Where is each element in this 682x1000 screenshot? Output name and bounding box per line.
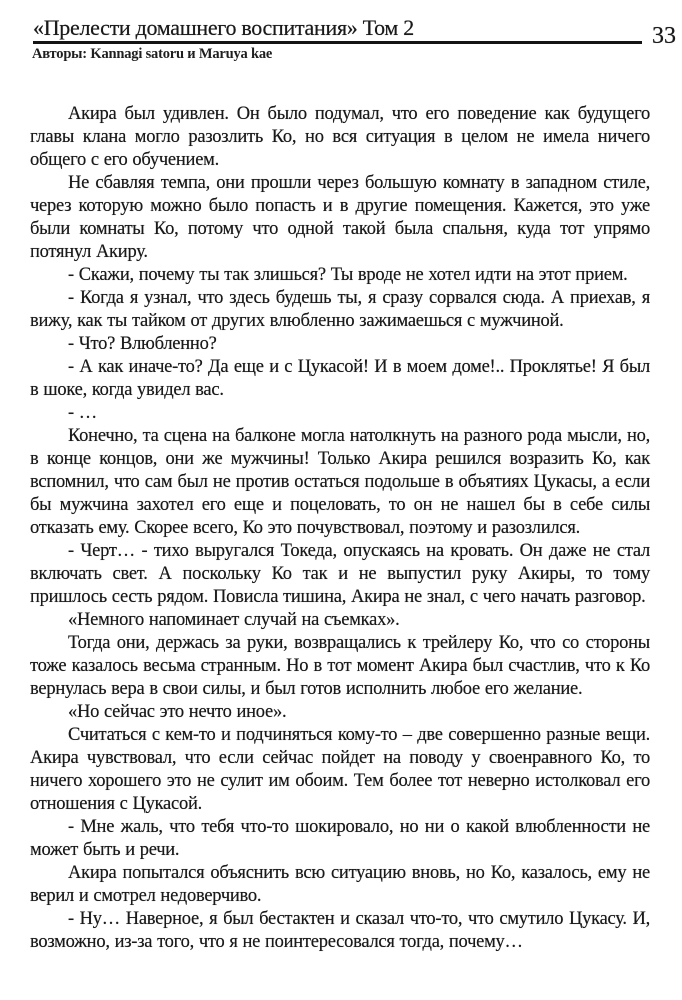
paragraph: - Ну… Наверное, я был бестактен и сказал что-то, что смутило Цукасу. И, возможно, из-за того, что я не поинтересовался тогда, почему…: [30, 909, 650, 952]
paragraph: - Скажи, почему ты так злишься? Ты вроде не хотел идти на этот прием.: [68, 265, 628, 285]
page-body-text: [30, 103, 650, 954]
paragraph: Считаться с кем-то и подчиняться кому-то – две совершенно разные вещи. Акира чувствовал, что если сейчас пойдет на поводу у своенравного Ко, то ничего хорошего это не сулит им обоим. Тем более тот неверно истолковал его отношения с Цукасой.: [30, 725, 650, 814]
paragraph: Не сбавляя темпа, они прошли через большую комнату в западном стиле, через которую можно было попасть и в другие помещения. Кажется, это уже были комнаты Ко, потому что одной такой была спальня, куда тот упрямо потянул Акиру.: [30, 173, 650, 262]
paragraph: - …: [68, 403, 98, 423]
paragraph: - Когда я узнал, что здесь будешь ты, я сразу сорвался сюда. А приехав, я вижу, как ты тайком от других влюбленно зажимаешься с мужчиной.: [30, 288, 650, 331]
paragraph: Акира был удивлен. Он было подумал, что его поведение как будущего главы клана могло разозлить Ко, но вся ситуация в целом не имела ничего общего с его обучением.: [30, 104, 650, 170]
page-header: [0, 0, 682, 49]
paragraph: «Немного напоминает случай на съемках».: [68, 610, 400, 630]
paragraph: Тогда они, держась за руки, возвращались к трейлеру Ко, что со стороны тоже казалось весьма странным. Но в тот момент Акира был счастлив, что к Ко вернулась вера в свои силы, и был готов исполнить любое его желание.: [30, 633, 650, 699]
page-number: 33: [652, 23, 676, 49]
paragraph: - Мне жаль, что тебя что-то шокировало, но ни о какой влюбленности не может быть и речи.: [30, 817, 650, 860]
paragraph: Конечно, та сцена на балконе могла натолкнуть на разного рода мысли, но, в конце концов, они же мужчины! Только Акира решился возразить Ко, как вспомнил, что сам был не против остаться подольше в объятиях Цукасы, а если бы мужчина захотел его еще и поцеловать, то он не нашел бы в себе силы отказать ему. Скорее всего, Ко это почувствовал, поэтому и разозлился.: [30, 426, 650, 538]
paragraph: - А как иначе-то? Да еще и с Цукасой! И в моем доме!.. Проклятье! Я был в шоке, когда увидел вас.: [30, 357, 650, 400]
authors-line: Авторы: Kannagi satoru и Maruya kae: [32, 46, 273, 62]
paragraph: - Что? Влюбленно?: [68, 334, 217, 354]
paragraph: «Но сейчас это нечто иное».: [68, 702, 287, 722]
title-underline: [33, 16, 642, 44]
document-title: «Прелести домашнего воспитания» Том 2: [33, 15, 414, 40]
paragraph: - Черт… - тихо выругался Токеда, опускаясь на кровать. Он даже не стал включать свет. А поскольку Ко так и не выпустил руку Акиры, то тому пришлось сесть рядом. Повисла тишина, Акира не знал, с чего начать разговор.: [30, 541, 650, 607]
paragraph: Акира попытался объяснить всю ситуацию вновь, но Ко, казалось, ему не верил и смотрел недоверчиво.: [30, 863, 650, 906]
